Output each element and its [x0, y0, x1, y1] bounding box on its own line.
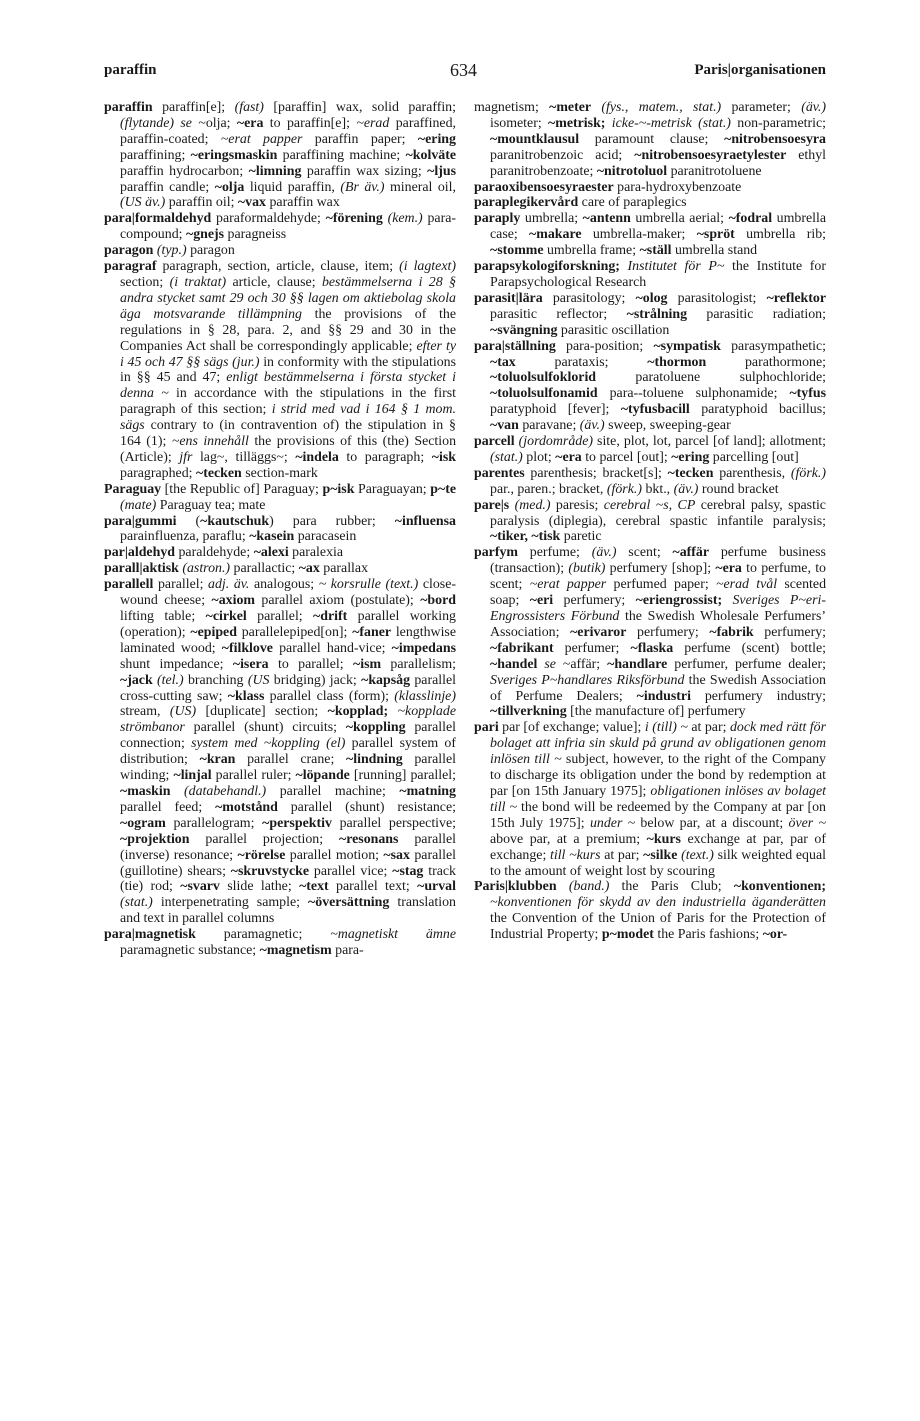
- dictionary-entry: par|aldehyd paraldehyde; ~alexi paralexia: [104, 545, 344, 561]
- dictionary-entry: paragon (typ.) paragon: [104, 243, 235, 259]
- dictionary-entry: para|gummi (~kautschuk) para rubber; ~influensa parainfluenza, paraflu; ~kasein paracasein: [104, 513, 456, 545]
- guide-word-right: Paris|organisationen: [694, 62, 826, 78]
- dictionary-entry: para|magnetisk paramagnetic; ~magnetiskt ämne paramagnetic substance; ~magnetism para-: [104, 927, 456, 959]
- left-column: [104, 100, 456, 959]
- dictionary-entry: paragraf paragraph, section, article, clause, item; (i lagtext) section; (i traktat) article, clause; bestämmelserna i 28 § andra stycket samt 29 och 30 §§ lagen om aktiebolag skola äga motsvarande tillämpning the provisions of the regulations in § 28, para. 2, and §§ 29 and 30 in the Companies Act shall be correspondingly applicable; efter ty i 45 och 47 §§ sägs (jur.) in conformity with the stipulations in §§ 45 and 47; enligt bestämmelserna i första stycket i denna ~ in accordance with the stipulations in the first paragraph of this section; i strid med vad i 164 § 1 mom. sägs contrary to (in contravention of) the stipulation in § 164 (1); ~ens innehåll the provisions of this (the) Section (Article); jfr lag~, tilläggs~; ~indela to paragraph; ~isk paragraphed; ~tecken section-mark: [104, 259, 457, 481]
- dictionary-entry: paraoxibensoesyraester para-hydroxybenzoate: [474, 179, 742, 195]
- dictionary-entry: para|formaldehyd paraformaldehyde; ~förening (kem.) para-compound; ~gnejs paragneiss: [104, 211, 456, 243]
- dictionary-entry: pare|s (med.) paresis; cerebral ~s, CP cerebral palsy, spastic paralysis (diplegia), cerebral spastic infantile paralysis; ~tiker, ~tisk paretic: [474, 497, 826, 545]
- dictionary-entry: parfym perfume; (äv.) scent; ~affär perfume business (transaction); (butik) perfumery [shop]; ~era to perfume, to scent; ~erat papper perfumed paper; ~erad tvål scented soap; ~eri perfumery; ~eriengrossist; Sveriges P~eri-Engrossisters Förbund the Swedish Wholesale Perfumers’ Association; ~erivaror perfumery; ~fabrik perfumery; ~fabrikant perfumer; ~flaska perfume (scent) bottle; ~handel se ~affär; ~handlare perfumer, perfume dealer; Sveriges P~handlares Riksförbund the Swedish Association of Perfume Dealers; ~industri perfumery industry; ~tillverkning [the manufacture of] perfumery: [474, 545, 827, 720]
- page-header: [104, 62, 826, 84]
- dictionary-entry: parasit|lära parasitology; ~olog parasitologist; ~reflektor parasitic reflector; ~strålning parasitic radiation; ~svängning parasitic oscillation: [474, 290, 826, 338]
- dictionary-entry: pari par [of exchange; value]; i (till) ~ at par; dock med rätt för bolaget att infria sin skuld på grund av obligationen genom inlösen till ~ subject, however, to the right of the Company to discharge its obligation under the bond by redemption at par [on 15th January 1975]; obligationen inlöses av bolaget till ~ the bond will be redeemed by the Company at par [on 15th July 1975]; under ~ below par, at a discount; över ~ above par, at a premium; ~kurs exchange at par, par of exchange; till ~kurs at par; ~silke (text.) silk weighted equal to the amount of weight lost by scouring: [474, 720, 827, 879]
- dictionary-entry: Paraguay [the Republic of] Paraguay; p~isk Paraguayan; p~te (mate) Paraguay tea; mate: [104, 481, 456, 513]
- dictionary-entry: magnetism; ~meter (fys., matem., stat.) parameter; (äv.) isometer; ~metrisk; icke-~-metrisk (stat.) non-parametric; ~mountklausul paramount clause; ~nitrobensoesyra paranitrobenzoic acid; ~nitrobensoesyraetylester ethyl paranitrobenzoate; ~nitrotoluol paranitrotoluene: [474, 100, 826, 179]
- dictionary-entry: parentes parenthesis; bracket[s]; ~tecken parenthesis, (förk.) par., paren.; bracket, (förk.) bkt., (äv.) round bracket: [474, 465, 827, 497]
- dictionary-entry: paraply umbrella; ~antenn umbrella aerial; ~fodral umbrella case; ~makare umbrella-maker; ~spröt umbrella rib; ~stomme umbrella frame; ~ställ umbrella stand: [474, 211, 827, 259]
- dictionary-entry: parallell parallel; adj. äv. analogous; ~ korsrulle (text.) close-wound cheese; ~axiom parallel axiom (postulate); ~bord lifting table; ~cirkel parallel; ~drift parallel working (operation); ~epiped parallelepiped[on]; ~faner lengthwise laminated wood; ~filklove parallel hand-vice; ~impedans shunt impedance; ~isera to parallel; ~ism parallelism; ~jack (tel.) branching (US bridging) jack; ~kapsåg parallel cross-cutting saw; ~klass parallel class (form); (klasslinje) stream, (US) [duplicate] section; ~kopplad; ~kopplade strömbanor parallel (shunt) circuits; ~koppling parallel connection; system med ~koppling (el) parallel system of distribution; ~kran parallel crane; ~lindning parallel winding; ~linjal parallel ruler; ~löpande [running] parallel; ~maskin (databehandl.) parallel machine; ~matning parallel feed; ~motstånd parallel (shunt) resistance; ~ogram parallelogram; ~perspektiv parallel perspective; ~projektion parallel projection; ~resonans parallel (inverse) resonance; ~rörelse parallel motion; ~sax parallel (guillotine) shears; ~skruvstycke parallel vice; ~stag track (tie) rod; ~svarv slide lathe; ~text parallel text; ~urval (stat.) interpenetrating sample; ~översättning translation and text in parallel columns: [104, 577, 457, 927]
- guide-word-left: paraffin: [104, 62, 157, 78]
- dictionary-entry: parapsykologiforskning; Institutet för P~ the Institute for Parapsychological Research: [474, 259, 826, 290]
- dictionary-entry: paraffin paraffin[e]; (fast) [paraffin] wax, solid paraffin; (flytande) se ~olja; ~era to paraffin[e]; ~erad paraffined, paraffin-coated; ~erat papper paraffin paper; ~ering paraffining; ~eringsmaskin paraffining machine; ~kolväte paraffin hydrocarbon; ~limning paraffin wax sizing; ~ljus paraffin candle; ~olja liquid paraffin, (Br äv.) mineral oil, (US äv.) paraffin oil; ~vax paraffin wax: [104, 100, 457, 211]
- page-number: 634: [450, 60, 477, 80]
- dictionary-entry: parcell (jordområde) site, plot, lot, parcel [of land]; allotment; (stat.) plot; ~era to parcel [out]; ~ering parcelling [out]: [474, 434, 826, 465]
- right-column: [474, 100, 826, 943]
- dictionary-entry: paraplegikervård care of paraplegics: [474, 195, 687, 211]
- dictionary-entry: Paris|klubben (band.) the Paris Club; ~konventionen; ~konventionen för skydd av den industriella äganderätten the Convention of the Union of Paris for the Protection of Industrial Property; p~modet the Paris fashions; ~or-: [474, 879, 826, 943]
- dictionary-entry: para|ställning para-position; ~sympatisk parasympathetic; ~tax parataxis; ~thormon parathormone; ~toluolsulfoklorid paratoluene sulphochloride; ~toluolsulfonamid para--toluene sulphonamide; ~tyfus paratyphoid [fever]; ~tyfusbacill paratyphoid bacillus; ~van paravane; (äv.) sweep, sweeping-gear: [474, 338, 827, 434]
- dictionary-entry: parall|aktisk (astron.) parallactic; ~ax parallax: [104, 561, 369, 577]
